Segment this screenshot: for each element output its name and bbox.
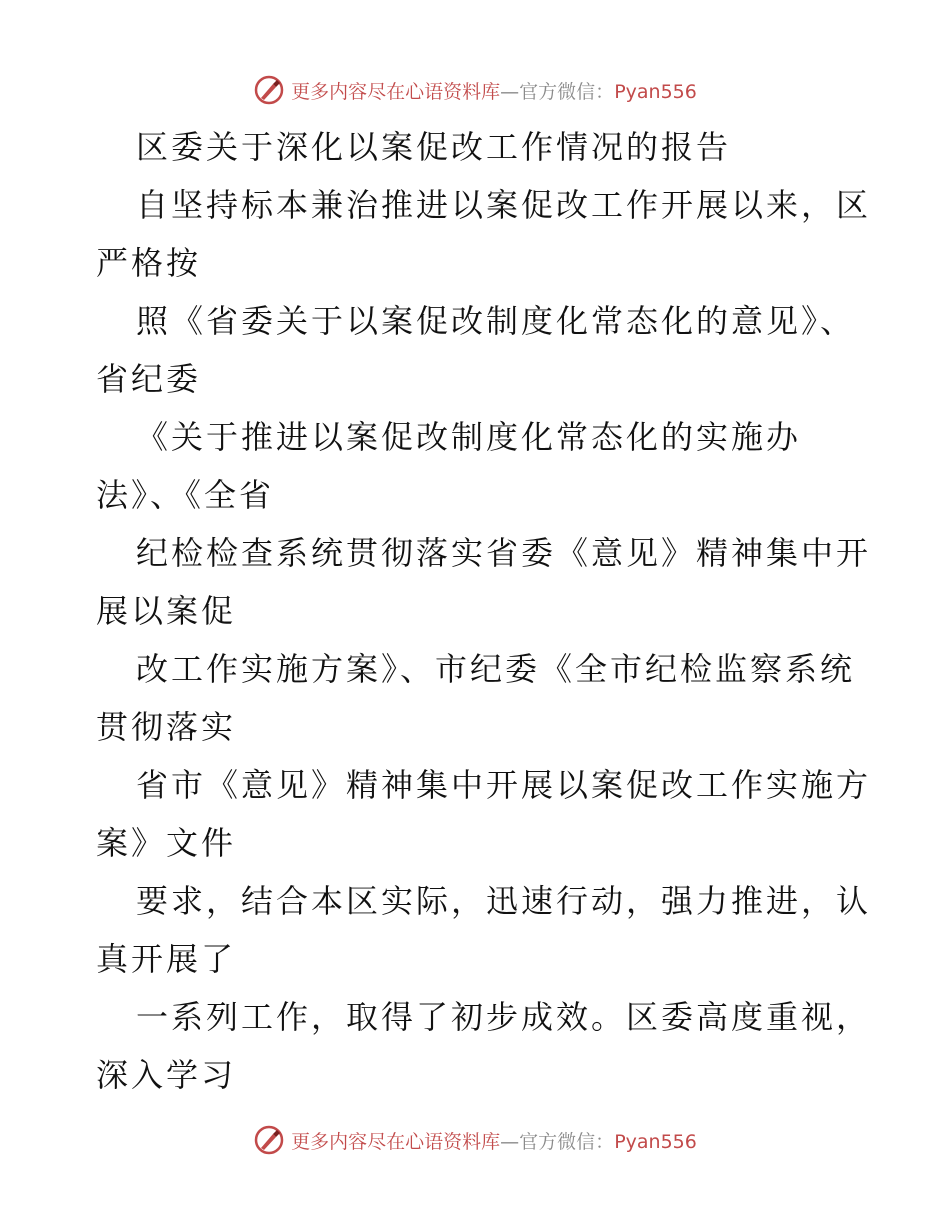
watermark-dash: — (500, 1130, 520, 1153)
text-line: 照《省委关于以案促改制度化常态化的意见》、 (136, 302, 856, 340)
text-line: 自坚持标本兼治推进以案促改工作开展以来，区 (136, 186, 872, 224)
watermark-wechat-id: Pyan556 (614, 80, 697, 103)
text-line: 贯彻落实 (96, 708, 237, 746)
watermark-label: 官方微信： (519, 1130, 615, 1153)
text-line: 案》文件 (96, 824, 237, 862)
text-line: 一系列工作，取得了初步成效。区委高度重视， (136, 998, 872, 1036)
text-line: 省市《意见》精神集中开展以案促改工作实施方 (136, 766, 872, 804)
text-line: 省纪委 (96, 360, 202, 398)
footer-watermark (0, 1120, 950, 1160)
watermark-wechat-id: Pyan556 (614, 1130, 697, 1153)
pen-logo-icon (253, 1124, 285, 1156)
text-line: 真开展了 (96, 940, 237, 978)
watermark-main-text: 更多内容尽在心语资料库 (291, 1130, 501, 1153)
text-line: 深入学习 (96, 1056, 237, 1094)
text-line: 展以案促 (96, 592, 237, 630)
watermark-dash: — (500, 80, 520, 103)
text-line: 法》、《全省 (96, 476, 275, 514)
text-line: 纪检检查系统贯彻落实省委《意见》精神集中开 (136, 534, 872, 572)
document-body (96, 118, 872, 1104)
header-watermark (0, 70, 950, 110)
text-line: 严格按 (96, 244, 202, 282)
text-line: 《关于推进以案促改制度化常态化的实施办 (136, 418, 802, 456)
watermark-label: 官方微信： (519, 80, 615, 103)
pen-logo-icon (253, 74, 285, 106)
text-line: 改工作实施方案》、市纪委《全市纪检监察系统 (136, 650, 856, 688)
text-line: 区委关于深化以案促改工作情况的报告 (136, 128, 732, 166)
text-line: 要求，结合本区实际，迅速行动，强力推进，认 (136, 882, 872, 920)
watermark-main-text: 更多内容尽在心语资料库 (291, 80, 501, 103)
